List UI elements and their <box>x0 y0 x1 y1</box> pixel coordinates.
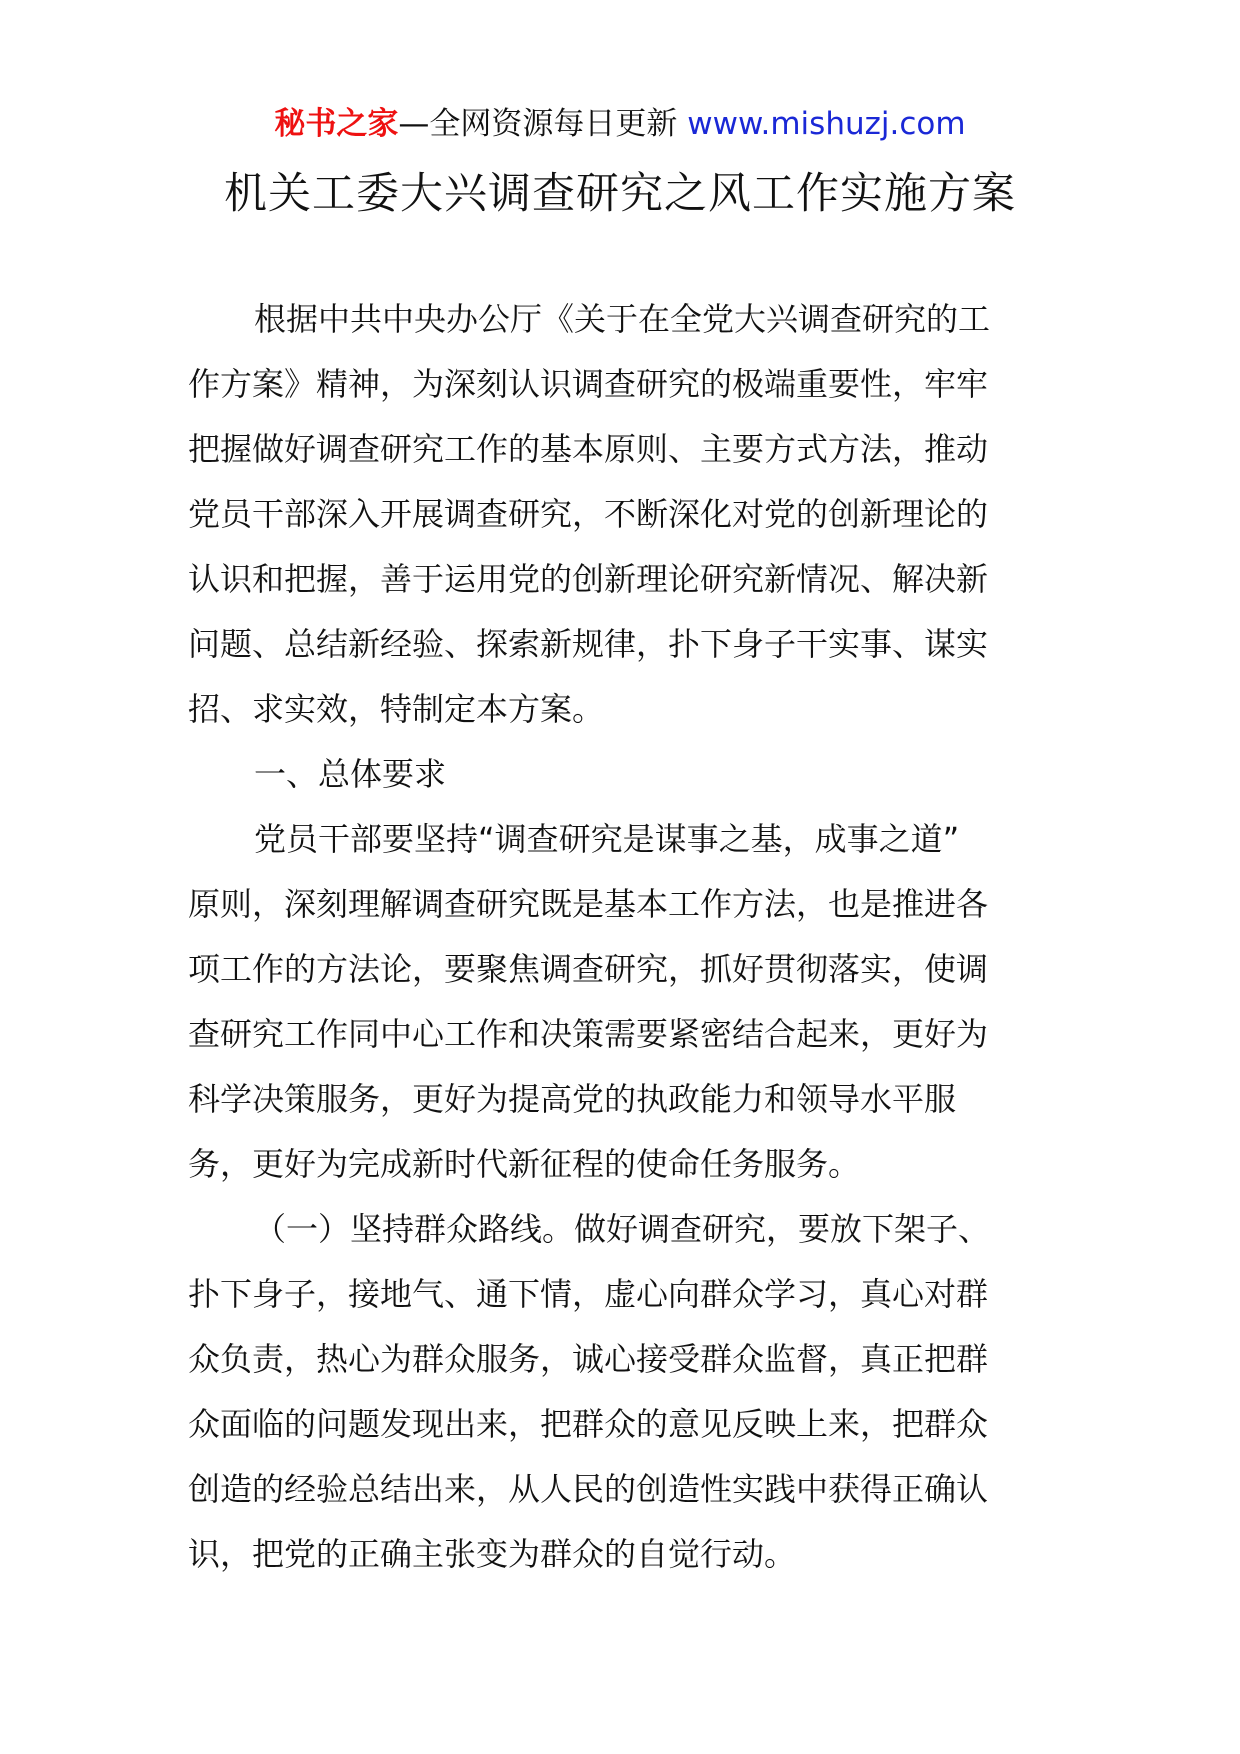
paragraph-line: 问题、总结新经验、探索新规律，扑下身子干实事、谋实 <box>188 625 989 663</box>
site-url-link[interactable]: www.mishuzj.com <box>687 106 966 142</box>
paragraph-line: 务，更好为完成新时代新征程的使命任务服务。 <box>188 1145 861 1183</box>
paragraph-line: 把握做好调查研究工作的基本原则、主要方式方法，推动 <box>188 430 989 468</box>
paragraph-line: 众面临的问题发现出来，把群众的意见反映上来，把群众 <box>188 1405 989 1443</box>
header-slogan: —全网资源每日更新 <box>398 106 688 142</box>
paragraph-line: 识，把党的正确主张变为群众的自觉行动。 <box>188 1535 797 1573</box>
paragraph-line: 根据中共中央办公厅《关于在全党大兴调查研究的工 <box>254 300 991 338</box>
document-body <box>188 287 1054 1587</box>
section-heading: 一、总体要求 <box>254 755 447 793</box>
brand-name: 秘书之家 <box>274 106 399 142</box>
paragraph-line: 科学决策服务，更好为提高党的执政能力和领导水平服 <box>188 1080 957 1118</box>
paragraph-line: 作方案》精神，为深刻认识调查研究的极端重要性，牢牢 <box>188 365 989 403</box>
document-title: 机关工委大兴调查研究之风工作实施方案 <box>224 169 1016 219</box>
paragraph-line: 查研究工作同中心工作和决策需要紧密结合起来，更好为 <box>188 1015 989 1053</box>
paragraph-line: 认识和把握，善于运用党的创新理论研究新情况、解决新 <box>188 560 989 598</box>
paragraph-line: 众负责，热心为群众服务，诚心接受群众监督，真正把群 <box>188 1340 989 1378</box>
paragraph-line: 项工作的方法论，要聚焦调查研究，抓好贯彻落实，使调 <box>188 950 989 988</box>
paragraph-line: 原则，深刻理解调查研究既是基本工作方法，也是推进各 <box>188 885 989 923</box>
paragraph-line: 扑下身子，接地气、通下情，虚心向群众学习，真心对群 <box>188 1275 989 1313</box>
paragraph-line: 党员干部要坚持“调查研究是谋事之基，成事之道” <box>254 820 960 858</box>
site-header <box>0 100 1240 148</box>
paragraph-line: 招、求实效，特制定本方案。 <box>188 690 605 728</box>
paragraph-line: 创造的经验总结出来，从人民的创造性实践中获得正确认 <box>188 1470 989 1508</box>
paragraph-line: （一）坚持群众路线。做好调查研究，要放下架子、 <box>254 1210 991 1248</box>
paragraph-line: 党员干部深入开展调查研究，不断深化对党的创新理论的 <box>188 495 989 533</box>
